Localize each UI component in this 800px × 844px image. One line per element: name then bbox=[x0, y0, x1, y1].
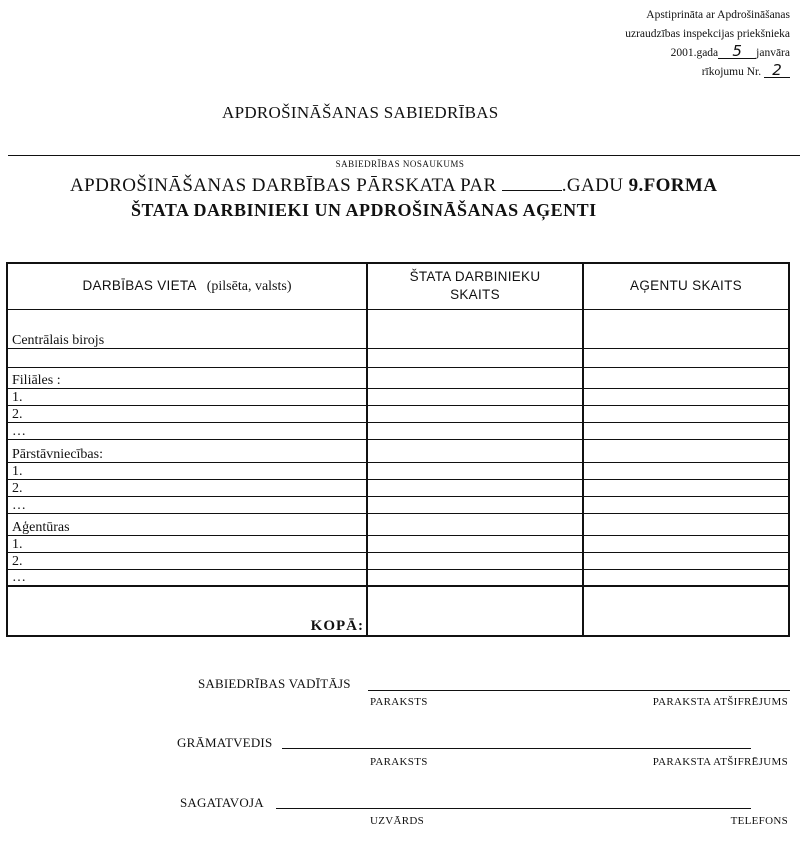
cell-staff-agency-more[interactable] bbox=[367, 569, 583, 586]
surname-caption: UZVĀRDS bbox=[370, 815, 425, 827]
col-staff-title-line1: ŠTATA DARBINIEKU bbox=[409, 269, 541, 285]
approval-month: janvāra bbox=[756, 47, 790, 59]
table-row bbox=[8, 535, 788, 552]
table-row bbox=[8, 462, 788, 479]
total-label: KOPĀ: bbox=[8, 586, 367, 635]
cell-agents-branch-2[interactable] bbox=[583, 405, 788, 422]
col-location-header bbox=[8, 264, 367, 309]
company-heading: APDROŠINĀŠANAS SABIEDRĪBAS bbox=[222, 103, 499, 122]
cell-staff-rep-more[interactable] bbox=[367, 496, 583, 513]
prepared-by-field[interactable] bbox=[276, 808, 751, 809]
manager-signature-field[interactable] bbox=[368, 690, 790, 691]
cell-staff-branch-more[interactable] bbox=[367, 422, 583, 439]
row-label-rep-1: 1. bbox=[8, 462, 367, 479]
col-agents-header bbox=[583, 264, 788, 309]
cell-agents-agency-2[interactable] bbox=[583, 552, 788, 569]
approval-note bbox=[625, 6, 790, 82]
row-label-agencies: Aģentūras bbox=[8, 513, 367, 535]
total-row bbox=[8, 586, 788, 635]
cell-staff-representations[interactable] bbox=[367, 439, 583, 462]
accountant-label: GRĀMATVEDIS bbox=[177, 735, 273, 750]
cell-staff-central-office-extra[interactable] bbox=[367, 348, 583, 367]
table-row bbox=[8, 552, 788, 569]
row-label-branch-1: 1. bbox=[8, 388, 367, 405]
cell-staff-agency-1[interactable] bbox=[367, 535, 583, 552]
table-row bbox=[8, 496, 788, 513]
table-row bbox=[8, 388, 788, 405]
cell-staff-central-office[interactable] bbox=[367, 309, 583, 348]
cell-staff-branches[interactable] bbox=[367, 367, 583, 388]
accountant-signature-caption: PARAKSTS bbox=[370, 756, 428, 768]
cell-agents-agencies[interactable] bbox=[583, 513, 788, 535]
manager-transcript-caption: PARAKSTA ATŠIFRĒJUMS bbox=[652, 696, 788, 708]
row-label-branch-more: … bbox=[8, 422, 367, 439]
company-name-caption: SABIEDRĪBAS NOSAUKUMS bbox=[335, 159, 465, 169]
table-row bbox=[8, 569, 788, 586]
cell-staff-branch-2[interactable] bbox=[367, 405, 583, 422]
cell-agents-agency-more[interactable] bbox=[583, 569, 788, 586]
row-label-central-office-extra bbox=[8, 348, 367, 367]
row-label-rep-2: 2. bbox=[8, 479, 367, 496]
cell-staff-branch-1[interactable] bbox=[367, 388, 583, 405]
cell-agents-rep-2[interactable] bbox=[583, 479, 788, 496]
cell-agents-rep-more[interactable] bbox=[583, 496, 788, 513]
cell-staff-total[interactable] bbox=[367, 586, 583, 635]
approval-order-label: rīkojumu Nr. bbox=[701, 66, 762, 78]
cell-agents-agency-1[interactable] bbox=[583, 535, 788, 552]
table-row bbox=[8, 439, 788, 462]
cell-agents-branches[interactable] bbox=[583, 367, 788, 388]
table-row bbox=[8, 367, 788, 388]
table-row bbox=[8, 348, 788, 367]
row-label-central-office: Centrālais birojs bbox=[8, 309, 367, 348]
col-location-note: (pilsēta, valsts) bbox=[206, 278, 292, 294]
approval-line-2: uzraudzības inspekcijas priekšnieka bbox=[625, 28, 790, 40]
row-label-rep-more: … bbox=[8, 496, 367, 513]
approval-order-number: 2 bbox=[764, 63, 790, 78]
row-label-agency-2: 2. bbox=[8, 552, 367, 569]
cell-agents-branch-1[interactable] bbox=[583, 388, 788, 405]
report-subtitle: ŠTATA DARBINIEKI UN APDROŠINĀŠANAS AĢENTI bbox=[131, 200, 597, 220]
prepared-by-label: SAGATAVOJA bbox=[180, 795, 264, 810]
approval-line-4 bbox=[625, 63, 790, 82]
year-field[interactable] bbox=[502, 174, 562, 191]
accountant-signature-field[interactable] bbox=[282, 748, 751, 749]
cell-agents-rep-1[interactable] bbox=[583, 462, 788, 479]
table-row bbox=[8, 479, 788, 496]
cell-agents-total[interactable] bbox=[583, 586, 788, 635]
row-label-agency-more: … bbox=[8, 569, 367, 586]
company-name-field[interactable] bbox=[8, 155, 800, 156]
cell-staff-agencies[interactable] bbox=[367, 513, 583, 535]
col-agents-title: AĢENTU SKAITS bbox=[630, 278, 742, 294]
cell-staff-agency-2[interactable] bbox=[367, 552, 583, 569]
col-location-title: DARBĪBAS VIETA bbox=[82, 277, 197, 293]
approval-day: 5 bbox=[718, 44, 756, 59]
row-label-agency-1: 1. bbox=[8, 535, 367, 552]
report-title-year-suffix: .GADU bbox=[561, 175, 624, 196]
approval-line-3 bbox=[625, 44, 790, 63]
manager-label: SABIEDRĪBAS VADĪTĀJS bbox=[198, 676, 351, 691]
staff-agents-table bbox=[6, 262, 790, 637]
col-staff-title-line2: SKAITS bbox=[450, 287, 500, 303]
cell-agents-representations[interactable] bbox=[583, 439, 788, 462]
accountant-transcript-caption: PARAKSTA ATŠIFRĒJUMS bbox=[652, 756, 788, 768]
cell-staff-rep-2[interactable] bbox=[367, 479, 583, 496]
form-number: 9.FORMA bbox=[628, 175, 718, 196]
cell-agents-central-office-extra[interactable] bbox=[583, 348, 788, 367]
row-label-representations: Pārstāvniecības: bbox=[8, 439, 367, 462]
approval-year: 2001.gada bbox=[670, 47, 719, 59]
table-row bbox=[8, 513, 788, 535]
row-label-branches: Filiāles : bbox=[8, 367, 367, 388]
col-staff-header bbox=[367, 264, 583, 309]
table-row bbox=[8, 422, 788, 439]
row-label-branch-2: 2. bbox=[8, 405, 367, 422]
report-title bbox=[70, 174, 717, 197]
approval-line-1: Apstiprināta ar Apdrošināšanas bbox=[646, 9, 790, 21]
cell-agents-central-office[interactable] bbox=[583, 309, 788, 348]
report-title-text: APDROŠINĀŠANAS DARBĪBAS PĀRSKATA PAR bbox=[70, 175, 497, 196]
manager-signature-caption: PARAKSTS bbox=[370, 696, 428, 708]
cell-agents-branch-more[interactable] bbox=[583, 422, 788, 439]
table-row bbox=[8, 405, 788, 422]
phone-caption: TELEFONS bbox=[730, 815, 788, 827]
table-row bbox=[8, 309, 788, 348]
cell-staff-rep-1[interactable] bbox=[367, 462, 583, 479]
table-header-row bbox=[8, 264, 788, 309]
